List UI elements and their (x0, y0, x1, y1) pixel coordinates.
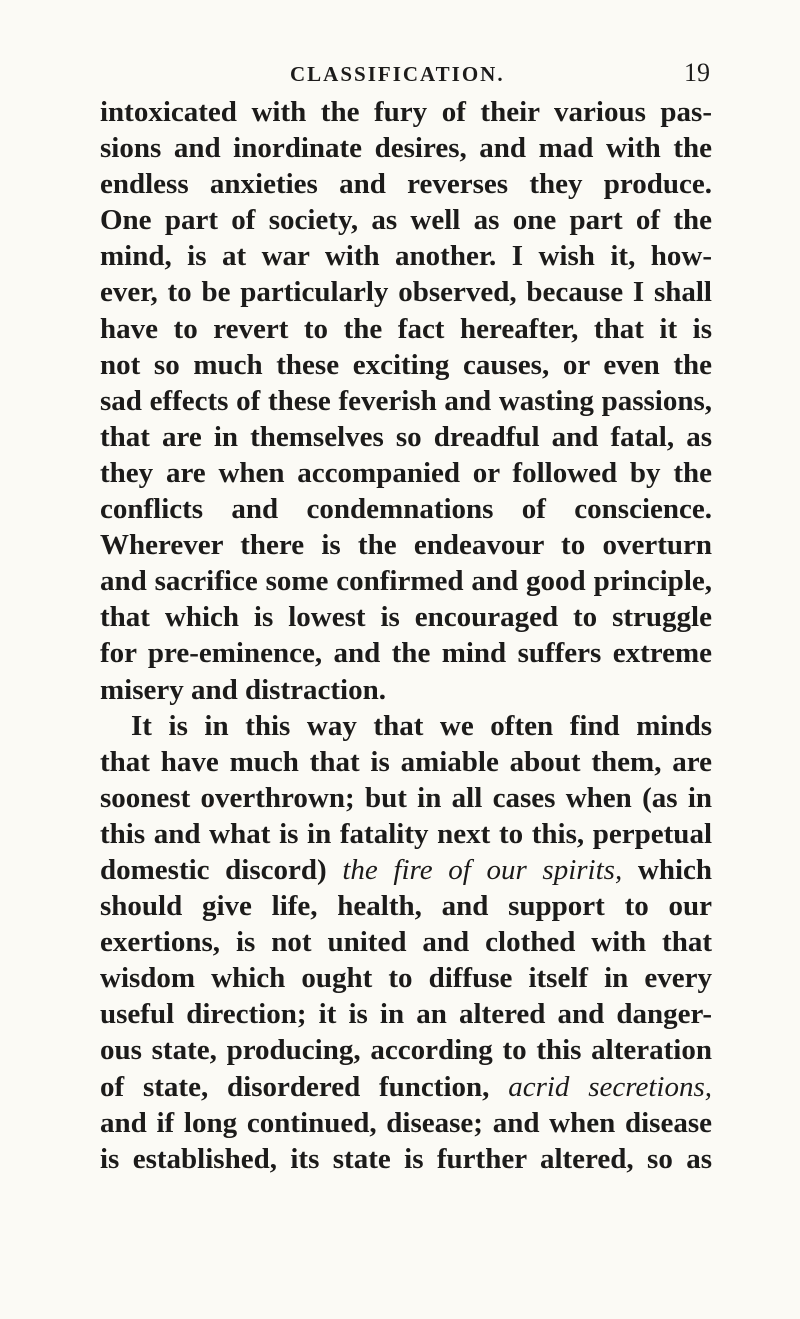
paragraph-end-line: misery and distraction. (100, 673, 386, 706)
text-line: that have much that is amiable about them, are (100, 745, 712, 778)
text-line: of state, disordered function, acrid secretions, (100, 1070, 712, 1103)
text-line: wisdom which ought to diffuse itself in every (100, 962, 712, 995)
text-line: One part of society, as well as one part of the (100, 204, 712, 237)
running-head (100, 58, 710, 88)
text-line: should give life, health, and support to our (100, 890, 712, 923)
text-line: and if long continued, disease; and when disease (100, 1106, 712, 1139)
italic-phrase: acrid secretions, (508, 1070, 712, 1103)
text-line: not so much these exciting causes, or even the (100, 348, 712, 381)
running-title: CLASSIFICATION. (290, 62, 505, 86)
text-line: intoxicated with the fury of their various pas- (100, 96, 712, 128)
text-line: endless anxieties and reverses they produce. (100, 168, 712, 201)
text-line: exertions, is not united and clothed with that (100, 926, 712, 959)
paragraph-start-line: It is in this way that we often find minds (131, 709, 712, 742)
text-line: Wherever there is the endeavour to overturn (100, 529, 712, 562)
text-line: that which is lowest is encouraged to struggle (100, 601, 712, 634)
text-line: mind, is at war with another. I wish it, how- (100, 240, 712, 273)
text-line: domestic discord) the fire of our spirits, which (100, 853, 713, 886)
body-text (100, 94, 712, 1177)
text-line: that are in themselves so dreadful and fatal, as (100, 420, 712, 453)
text-line: this and what is in fatality next to this, perpetual (100, 817, 712, 850)
text-line: have to revert to the fact hereafter, that it is (100, 312, 712, 345)
italic-phrase: the fire of our spirits, (342, 853, 623, 886)
text-line: is established, its state is further altered, so as (100, 1142, 712, 1175)
text-line: conflicts and condemnations of conscience. (100, 493, 712, 526)
text-line: ous state, producing, according to this alteration (100, 1034, 712, 1067)
text-line: soonest overthrown; but in all cases when (as in (100, 781, 712, 814)
text-line: for pre-eminence, and the mind suffers extreme (100, 637, 712, 670)
text-line: ever, to be particularly observed, because I shall (100, 276, 712, 309)
text-line: sad effects of these feverish and wasting passions, (100, 384, 712, 417)
text-line: sions and inordinate desires, and mad with the (100, 132, 712, 165)
page-number: 19 (684, 58, 710, 87)
text-line: they are when accompanied or followed by the (100, 456, 712, 489)
text-line: and sacrifice some confirmed and good principle, (100, 565, 712, 598)
text-line: useful direction; it is in an altered and danger- (100, 998, 712, 1031)
